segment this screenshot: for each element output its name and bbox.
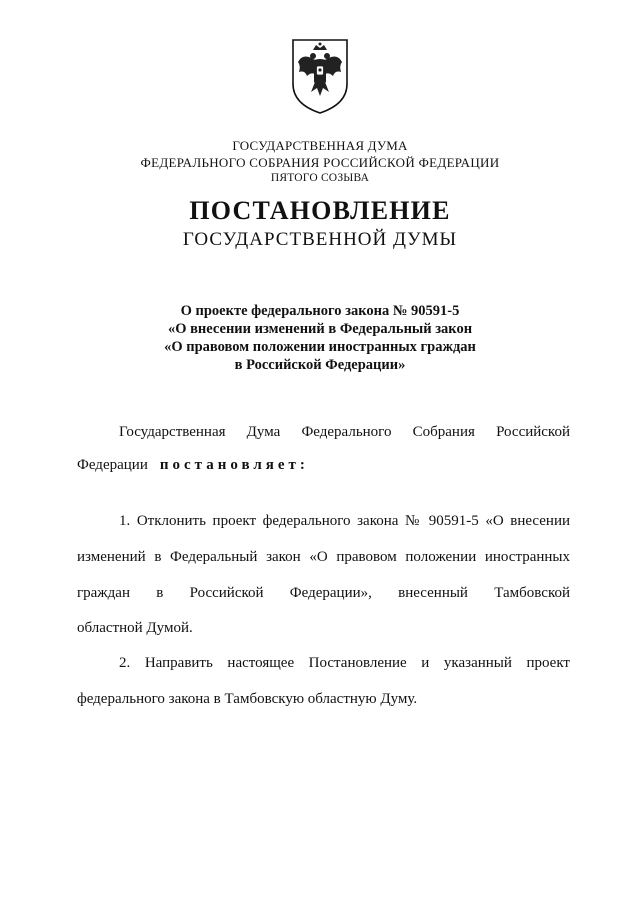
preamble-line-1: Государственная Дума Федерального Собрания Российской xyxy=(119,424,570,440)
subject-line-3: «О правовом положении иностранных граждан xyxy=(164,339,476,355)
item-1-line-2: изменений в Федеральный закон «О правовом положении иностранных xyxy=(77,549,570,565)
subject-line-4: в Российской Федерации» xyxy=(234,357,406,373)
document-subtitle: ГОСУДАРСТВЕННОЙ ДУМЫ xyxy=(182,229,458,250)
preamble-line-2 xyxy=(77,457,570,474)
item-2-line-1: 2. Направить настоящее Постановление и указанный проект xyxy=(119,655,570,671)
resolves-emphasis: постановляет: xyxy=(159,457,309,473)
subject-line-1: О проекте федерального закона № 90591-5 xyxy=(180,303,460,319)
header-line-1: ГОСУДАРСТВЕННАЯ ДУМА xyxy=(232,138,408,153)
header-line-3: ПЯТОГО СОЗЫВА xyxy=(270,172,370,184)
item-1-line-4: областной Думой. xyxy=(77,620,193,636)
item-1-line-1: 1. Отклонить проект федерального закона № 90591-5 «О внесении xyxy=(119,513,570,529)
item-2-line-2: федерального закона в Тамбовскую областную Думу. xyxy=(77,691,418,707)
coat-of-arms-emblem-icon xyxy=(289,36,351,116)
header-line-2: ФЕДЕРАЛЬНОГО СОБРАНИЯ РОССИЙСКОЙ ФЕДЕРАЦИИ xyxy=(140,155,500,170)
preamble-line-2-start: Федерации xyxy=(77,457,148,473)
subject-line-2: «О внесении изменений в Федеральный закон xyxy=(167,321,473,337)
item-1-line-3: граждан в Российской Федерации», внесенный Тамбовской xyxy=(77,585,570,601)
document-title: ПОСТАНОВЛЕНИЕ xyxy=(189,196,451,225)
